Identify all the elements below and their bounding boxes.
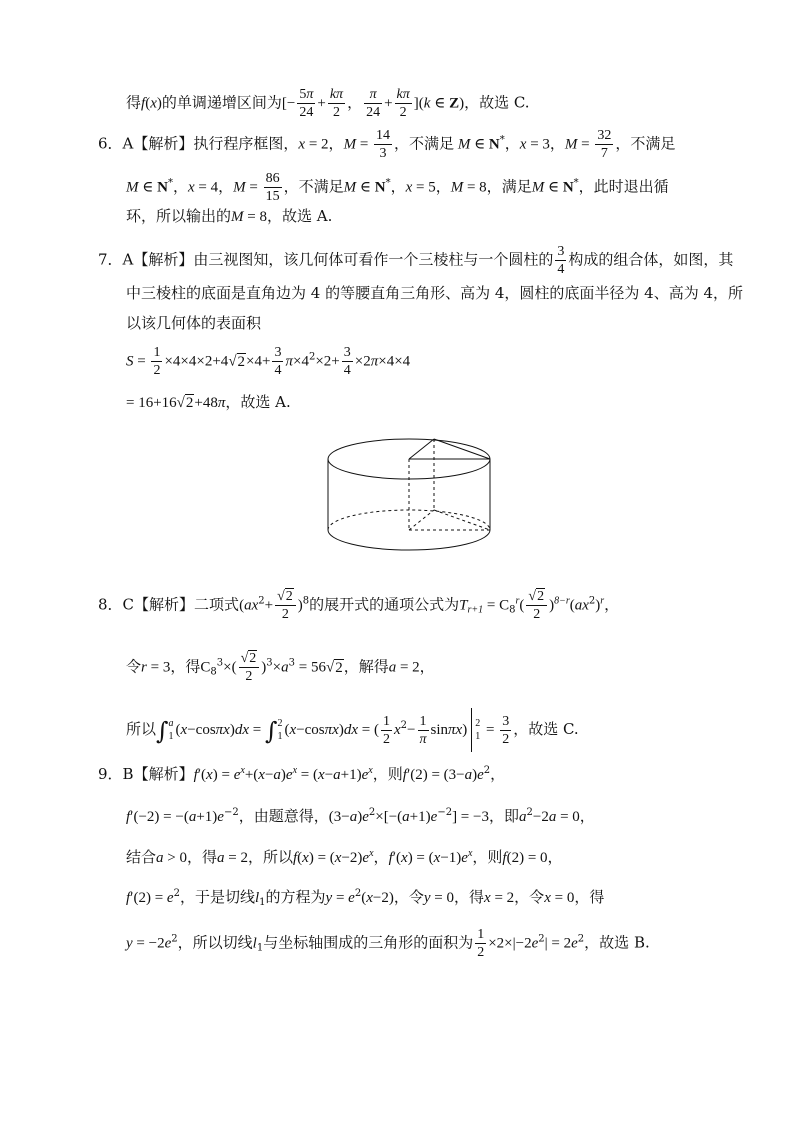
q7-line3 bbox=[126, 313, 261, 333]
q7-text1: 由三视图知，该几何体可看作一个三棱柱与一个圆柱的 bbox=[193, 250, 554, 269]
q9-line4: $f'(2) = e^2$，于是切线$l_1$的方程为$y = e^2(x-2)$，令y = 0，得x = 2，令x = 0，得 bbox=[126, 888, 605, 908]
q8-solve: ，解得 bbox=[343, 657, 389, 676]
q6-line3: 环，所以输出的M = 8，故选 A. bbox=[126, 207, 333, 225]
q8-line3: 所以∫ a 1 (x−cosπx)dx = ∫ 2 1 (x−cosπx)dx = ( $\frac{1}{2}$ $x^2-$ $\frac{1}{\pi}$ sinπx) 2 1 = $\frac{3}{2}$ ，故选 C. bbox=[126, 708, 579, 752]
q9-line3: 结合a > 0，得a = 2，所以$f(x) = (x-2)e^x$，$f'(x) = (x-1)e^x$，则f(2) = 0， bbox=[126, 848, 563, 866]
q9-line1: 9．B【解析】$f'(x) = e^x+(x-a)e^x = (x-a+1)e^x$，则$f'(2) = (3-a)e^2$， bbox=[98, 765, 506, 783]
q9-so: ，所以 bbox=[247, 848, 293, 866]
q7-tag: 【解析】 bbox=[133, 250, 194, 269]
q9-tag: 【解析】 bbox=[133, 765, 194, 783]
q9-eqof: 的方程为 bbox=[265, 888, 326, 906]
q6-answer: A bbox=[122, 134, 134, 153]
q7-text2: 构成的组合体，如图，其 bbox=[568, 250, 734, 269]
cylinder-prism-figure bbox=[326, 438, 498, 564]
q9-area1: ，所以切线 bbox=[177, 933, 253, 952]
q8-line1: 8．C【解析】二项式($ax^2+$ $\frac{√2}{2}$ )$^8$的展开式的通项公式为$T_{r+1} = C_8^r$( $\frac{√2}{2}$ )$^{8-r}(ax^2)^r$， bbox=[98, 589, 620, 622]
q7-text3: 中三棱柱的底面是直角边为 4 的等腰直角三角形、高为 4，圆柱的底面半径为 4、高为 4，所 bbox=[126, 284, 744, 302]
q7-formula1: S = $\frac{1}{2}$ ×4×4×2+4√2×4+ $\frac{3}{4}$ $\pi\times 4^2\times 2+$ $\frac{3}{4}$ ×2π×4×4 bbox=[126, 345, 411, 378]
q8-text2: 的展开式的通项公式为 bbox=[309, 595, 460, 614]
q9-then2: ，于是切线 bbox=[179, 888, 255, 906]
q5-suffix: ，故选 C. bbox=[464, 93, 530, 112]
q8-so: 所以 bbox=[126, 720, 157, 738]
q6-tag: 【解析】 bbox=[133, 134, 194, 153]
q9-then-2: ，则 bbox=[472, 848, 503, 866]
q9-let: ，令 bbox=[393, 888, 424, 906]
q9-let2: ，令 bbox=[514, 888, 545, 906]
q8-let: 令 bbox=[126, 657, 142, 676]
q6-line2: M ∈ N*，x = 4，M = $\frac{86}{15}$ ，不满足M ∈ N*，x = 5，M = 8，满足M ∈ N*，此时退出循 bbox=[126, 171, 669, 204]
q9-from-question: ，由题意得， bbox=[238, 807, 329, 825]
q8-tag: 【解析】 bbox=[134, 595, 195, 614]
q8-get: ，得 bbox=[170, 657, 201, 676]
q8-text1: 二项式 bbox=[194, 595, 240, 614]
q6-number: 6． bbox=[98, 134, 123, 153]
q7-text4: 以该几何体的表面积 bbox=[126, 314, 262, 332]
q9-get: ，得 bbox=[186, 848, 217, 866]
q6-end: ，故选 A. bbox=[266, 207, 333, 225]
q6-text1: 执行程序框图， bbox=[193, 134, 299, 153]
q9-number: 9． bbox=[98, 765, 123, 783]
q7-formula2: = 16+16√2+48π，故选 A. bbox=[126, 393, 291, 411]
q6-exit: ，此时退出循 bbox=[578, 177, 669, 196]
q6-cont: 环，所以输出的 bbox=[126, 207, 232, 225]
q9-line2: $f'(-2) = -(a+1)e^{-2}$，由题意得，$(3-a)e^2\times[-(a+1)e^{-2}] = -3$，即$a^2-2a = 0$， bbox=[126, 807, 595, 825]
cylinder-diagram bbox=[326, 438, 498, 560]
q8-line2: 令r = 3，得$C_8^3\times$( $\frac{√2}{2}$ )$^3\times a^3 = 56√2$，解得a = 2， bbox=[126, 651, 435, 684]
q8-end: ，故选 C. bbox=[513, 720, 579, 738]
q9-then: ，则 bbox=[372, 765, 403, 783]
q6-not-satisfy-3: 不满足 bbox=[298, 177, 344, 196]
q9-line5: $y = -2e^2$，所以切线$l_1$与坐标轴围成的三角形的面积为 $\frac{1}{2}$ $\times 2\times|-2e^2| = 2e^2$，故选 B. bbox=[126, 927, 650, 960]
q7-answer: A bbox=[122, 250, 134, 269]
q8-number: 8． bbox=[98, 595, 123, 614]
q6-satisfy: 满足 bbox=[501, 177, 532, 196]
q9-area2: 与坐标轴围成的三角形的面积为 bbox=[263, 933, 474, 952]
q6-not-satisfy-1: 不满足 bbox=[409, 134, 455, 153]
q8-answer: C bbox=[122, 595, 135, 614]
q7-line1: 7．A【解析】由三视图知，该几何体可看作一个三棱柱与一个圆柱的 $\frac{3}{4}$ 构成的组合体，如图，其 bbox=[98, 244, 734, 277]
q9-ie: ，即 bbox=[488, 807, 519, 825]
q9-end: ，故选 B. bbox=[584, 933, 650, 952]
q5-mid: 的单调递增区间为 bbox=[161, 93, 282, 112]
q9-answer: B bbox=[122, 765, 134, 783]
q6-not-satisfy-2: 不满足 bbox=[630, 134, 676, 153]
q9-combine: 结合 bbox=[126, 848, 157, 866]
q7-line2 bbox=[126, 283, 743, 303]
q7-number: 7． bbox=[98, 250, 123, 269]
q6-line1: 6．A【解析】执行程序框图，x = 2，M = $\frac{14}{3}$ ，不满足 M ∈ N*，x = 3，M = $\frac{32}{7}$ ，不满足 bbox=[98, 128, 676, 161]
q5-prefix: 得 bbox=[126, 93, 142, 112]
q9-get3: ，得 bbox=[574, 888, 605, 906]
q5-tail-line: 得f(x)的单调递增区间为[− $\frac{5\pi}{24}$ + $\frac{k\pi}{2}$ ， $\frac{\pi}{24}$ + $\frac{k\pi}{2}$ ](k ∈ Z)，故选 C. bbox=[126, 87, 530, 120]
q9-get2: ，得 bbox=[454, 888, 485, 906]
q7-end: ，故选 A. bbox=[225, 393, 291, 411]
